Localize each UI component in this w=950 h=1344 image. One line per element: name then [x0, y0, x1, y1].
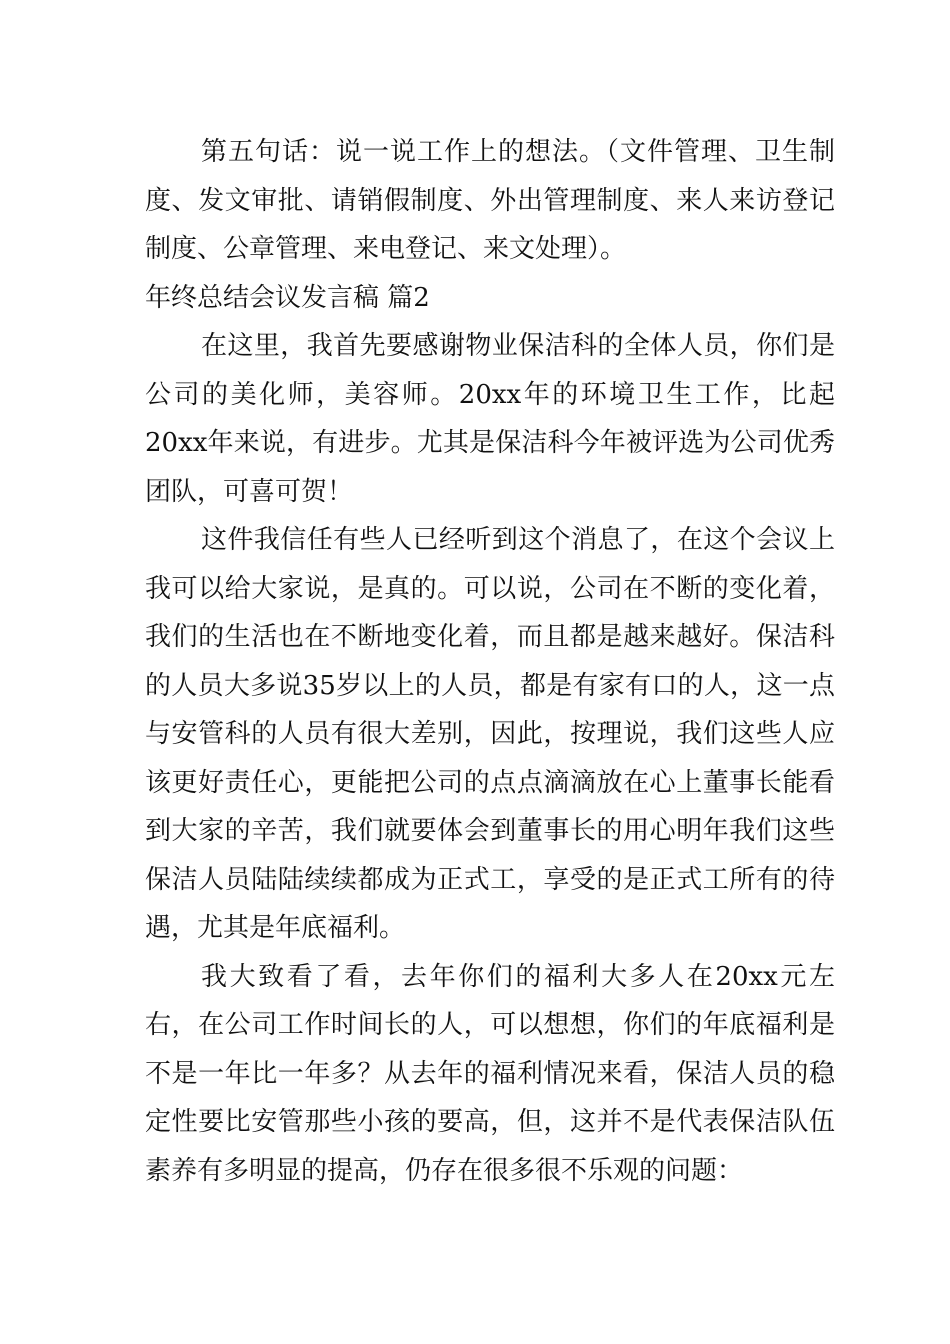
- document-page: [145, 128, 835, 1195]
- paragraph-news: 这件我信任有些人已经听到这个消息了，在这个会议上我可以给大家说，是真的。可以说，公司在不断的变化着，我们的生活也在不断地变化着，而且都是越来越好。保洁科的人员大多说35岁以上的人员，都是有家有口的人，这一点与安管科的人员有很大差别，因此，按理说，我们这些人应该更好责任心，更能把公司的点点滴滴放在心上董事长能看到大家的辛苦，我们就要体会到董事长的用心明年我们这些保洁人员陆陆续续都成为正式工，享受的是正式工所有的待遇，尤其是年底福利。: [145, 525, 835, 943]
- section-heading: 年终总结会议发言稿 篇2: [145, 282, 430, 313]
- paragraph-fifth-sentence: 第五句话：说一说工作上的想法。（文件管理、卫生制度、发文审批、请销假制度、外出管理制度、来人来访登记制度、公章管理、来电登记、来文处理）。: [145, 137, 835, 264]
- paragraph-thanks: 在这里，我首先要感谢物业保洁科的全体人员，你们是公司的美化师，美容师。20xx年的环境卫生工作，比起20xx年来说，有进步。尤其是保洁科今年被评选为公司优秀团队，可喜可贺！: [145, 331, 835, 507]
- paragraph-welfare: 我大致看了看，去年你们的福利大多人在20xx元左右，在公司工作时间长的人，可以想想，你们的年底福利是不是一年比一年多？从去年的福利情况来看，保洁人员的稳定性要比安管那些小孩的要高，但，这并不是代表保洁队伍素养有多明显的提高，仍存在很多很不乐观的问题：: [145, 961, 835, 1186]
